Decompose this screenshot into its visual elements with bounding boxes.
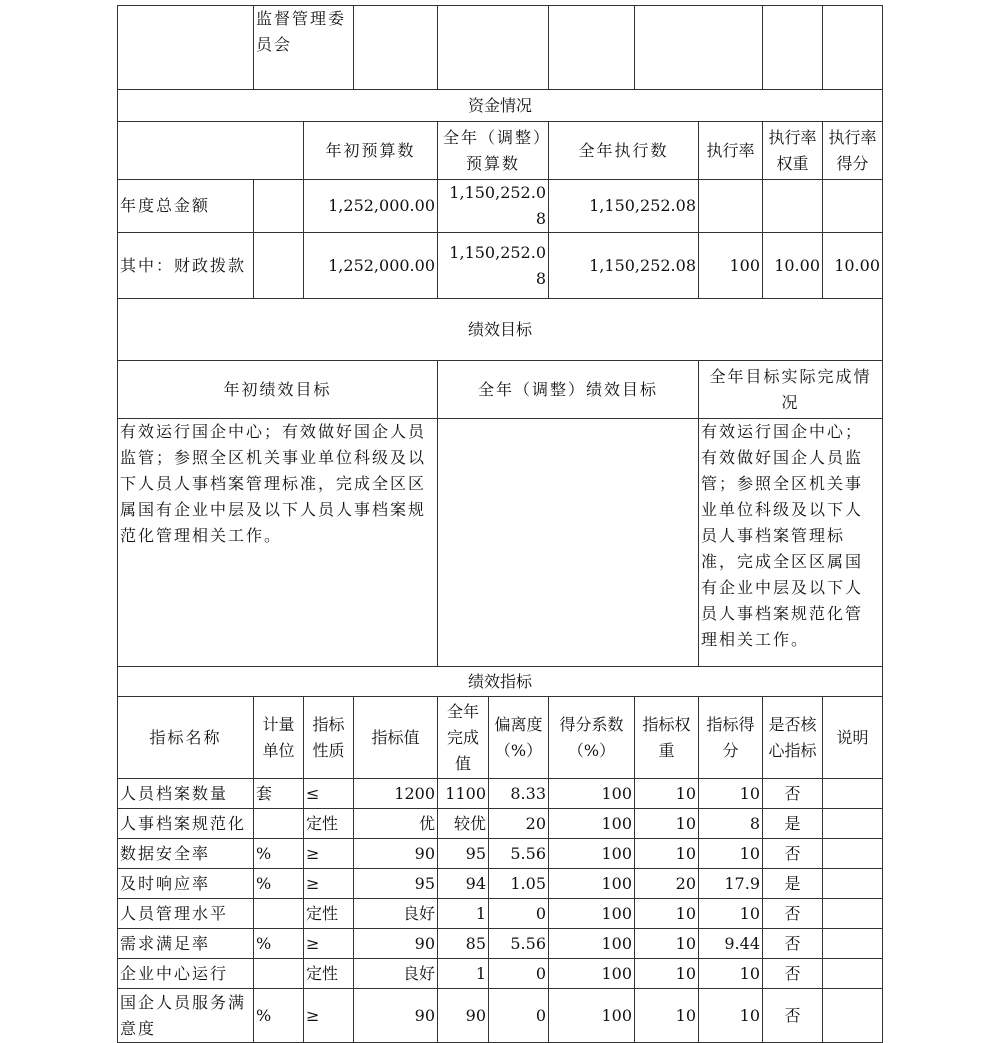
indicator-note <box>823 809 883 839</box>
indicator-unit: % <box>254 929 304 959</box>
rate-weight-value: 10.00 <box>763 233 823 299</box>
weight-header: 指标权重 <box>635 697 699 779</box>
initial-budget-value: 1,252,000.00 <box>304 180 438 233</box>
indicator-unit: % <box>254 839 304 869</box>
indicator-value: 90 <box>354 989 438 1043</box>
rate-score-value <box>823 180 883 233</box>
indicator-note <box>823 779 883 809</box>
initial-budget-value: 1,252,000.00 <box>304 233 438 299</box>
exec-rate-value: 100 <box>699 233 763 299</box>
indicator-coef: 100 <box>549 989 635 1043</box>
empty-cell <box>118 122 304 180</box>
indicator-completed: 94 <box>438 869 489 899</box>
indicator-core: 否 <box>763 989 823 1043</box>
empty-cell <box>254 233 304 299</box>
indicator-deviation: 1.05 <box>489 869 549 899</box>
indicator-name: 企业中心运行 <box>118 959 254 989</box>
executed-header: 全年执行数 <box>549 122 699 180</box>
indicator-completed: 较优 <box>438 809 489 839</box>
indicator-row <box>118 899 883 929</box>
adjusted-budget-header: 全年（调整）预算数 <box>438 122 549 180</box>
funds-row <box>118 180 883 233</box>
indicator-coef: 100 <box>549 929 635 959</box>
indicator-nature: ≥ <box>304 989 354 1043</box>
indicator-note <box>823 989 883 1043</box>
org-name: 监督管理委员会 <box>254 6 354 90</box>
indicator-name: 人员管理水平 <box>118 899 254 929</box>
indicator-coef: 100 <box>549 869 635 899</box>
indicator-deviation: 8.33 <box>489 779 549 809</box>
indicator-core: 否 <box>763 959 823 989</box>
indicator-coef: 100 <box>549 839 635 869</box>
indicator-deviation: 5.56 <box>489 839 549 869</box>
indicator-score: 10 <box>699 779 763 809</box>
indicator-nature: ≤ <box>304 779 354 809</box>
indicator-weight: 10 <box>635 779 699 809</box>
indicators-section-title: 绩效指标 <box>118 667 883 697</box>
indicator-unit: 套 <box>254 779 304 809</box>
indicator-name: 数据安全率 <box>118 839 254 869</box>
indicator-deviation: 20 <box>489 809 549 839</box>
empty-cell <box>254 180 304 233</box>
empty-cell <box>354 6 438 90</box>
indicator-completed: 1100 <box>438 779 489 809</box>
indicator-core: 否 <box>763 899 823 929</box>
indicator-coef: 100 <box>549 779 635 809</box>
indicator-weight: 10 <box>635 929 699 959</box>
score-header: 指标得分 <box>699 697 763 779</box>
indicator-nature: 定性 <box>304 809 354 839</box>
indicator-completed: 1 <box>438 959 489 989</box>
indicator-coef: 100 <box>549 809 635 839</box>
nature-header: 指标性质 <box>304 697 354 779</box>
empty-cell <box>438 6 549 90</box>
exec-rate-value <box>699 180 763 233</box>
indicator-weight: 10 <box>635 959 699 989</box>
indicators-header-row <box>118 697 883 779</box>
unit-header: 计量单位 <box>254 697 304 779</box>
indicator-deviation: 0 <box>489 989 549 1043</box>
core-header: 是否核心指标 <box>763 697 823 779</box>
indicator-unit: % <box>254 869 304 899</box>
initial-goal-header: 年初绩效目标 <box>118 361 438 419</box>
indicator-name: 国企人员服务满意度 <box>118 989 254 1043</box>
indicator-row <box>118 929 883 959</box>
indicator-score: 9.44 <box>699 929 763 959</box>
indicator-score: 8 <box>699 809 763 839</box>
indicator-row <box>118 779 883 809</box>
indicator-weight: 10 <box>635 989 699 1043</box>
executed-value: 1,150,252.08 <box>549 180 699 233</box>
indicator-score: 17.9 <box>699 869 763 899</box>
indicator-name: 需求满足率 <box>118 929 254 959</box>
funds-row <box>118 233 883 299</box>
indicator-note <box>823 959 883 989</box>
rate-weight-header: 执行率权重 <box>763 122 823 180</box>
goals-header-row <box>118 361 883 419</box>
performance-table <box>117 5 883 1043</box>
indicator-name-header: 指标名称 <box>118 697 254 779</box>
indicator-nature: ≥ <box>304 839 354 869</box>
indicator-value: 优 <box>354 809 438 839</box>
indicator-core: 否 <box>763 779 823 809</box>
indicator-name: 人员档案数量 <box>118 779 254 809</box>
actual-goal-header: 全年目标实际完成情况 <box>699 361 883 419</box>
exec-rate-header: 执行率 <box>699 122 763 180</box>
indicator-value: 90 <box>354 929 438 959</box>
indicator-note <box>823 869 883 899</box>
funds-header-row <box>118 122 883 180</box>
actual-goal-text: 有效运行国企中心；有效做好国企人员监管；参照全区机关事业单位科级及以下人员人事档案管理标准，完成全区区属国有企业中层及以下人员人事档案规范化管理相关工作。 <box>699 419 883 667</box>
indicator-value: 良好 <box>354 899 438 929</box>
indicator-score: 10 <box>699 899 763 929</box>
adjusted-budget-value: 1,150,252.08 <box>438 233 549 299</box>
indicator-row <box>118 839 883 869</box>
goals-content-row <box>118 419 883 667</box>
funds-row-label: 其中：财政拨款 <box>118 233 254 299</box>
deviation-header: 偏离度（%） <box>489 697 549 779</box>
indicator-row <box>118 989 883 1043</box>
goals-section-title: 绩效目标 <box>118 299 883 361</box>
indicator-value: 良好 <box>354 959 438 989</box>
indicator-unit: % <box>254 989 304 1043</box>
indicator-unit <box>254 899 304 929</box>
adjusted-goal-header: 全年（调整）绩效目标 <box>438 361 699 419</box>
empty-cell <box>549 6 635 90</box>
indicator-value: 1200 <box>354 779 438 809</box>
adjusted-budget-value: 1,150,252.08 <box>438 180 549 233</box>
indicator-nature: ≥ <box>304 929 354 959</box>
initial-budget-header: 年初预算数 <box>304 122 438 180</box>
indicator-weight: 10 <box>635 839 699 869</box>
indicator-weight: 20 <box>635 869 699 899</box>
indicator-completed: 1 <box>438 899 489 929</box>
indicator-core: 否 <box>763 929 823 959</box>
indicator-core: 是 <box>763 869 823 899</box>
indicator-core: 否 <box>763 839 823 869</box>
indicator-score: 10 <box>699 839 763 869</box>
funds-row-label: 年度总金额 <box>118 180 254 233</box>
indicator-row <box>118 809 883 839</box>
indicator-note <box>823 839 883 869</box>
value-header: 指标值 <box>354 697 438 779</box>
indicator-row <box>118 959 883 989</box>
indicator-weight: 10 <box>635 809 699 839</box>
indicator-nature: 定性 <box>304 959 354 989</box>
indicator-coef: 100 <box>549 959 635 989</box>
indicator-row <box>118 869 883 899</box>
indicator-nature: 定性 <box>304 899 354 929</box>
empty-cell <box>823 6 883 90</box>
indicator-coef: 100 <box>549 899 635 929</box>
empty-cell <box>635 6 763 90</box>
indicator-unit <box>254 959 304 989</box>
coef-header: 得分系数（%） <box>549 697 635 779</box>
executed-value: 1,150,252.08 <box>549 233 699 299</box>
indicator-name: 及时响应率 <box>118 869 254 899</box>
indicator-deviation: 0 <box>489 959 549 989</box>
indicator-nature: ≥ <box>304 869 354 899</box>
adjusted-goal-text <box>438 419 699 667</box>
indicator-note <box>823 929 883 959</box>
indicator-completed: 95 <box>438 839 489 869</box>
indicator-score: 10 <box>699 989 763 1043</box>
org-row <box>118 6 883 90</box>
rate-score-value: 10.00 <box>823 233 883 299</box>
indicator-note <box>823 899 883 929</box>
completed-header: 全年完成值 <box>438 697 489 779</box>
note-header: 说明 <box>823 697 883 779</box>
indicator-deviation: 0 <box>489 899 549 929</box>
indicator-score: 10 <box>699 959 763 989</box>
indicator-completed: 85 <box>438 929 489 959</box>
indicator-completed: 90 <box>438 989 489 1043</box>
indicator-core: 是 <box>763 809 823 839</box>
indicator-value: 95 <box>354 869 438 899</box>
rate-score-header: 执行率得分 <box>823 122 883 180</box>
rate-weight-value <box>763 180 823 233</box>
indicator-weight: 10 <box>635 899 699 929</box>
initial-goal-text: 有效运行国企中心；有效做好国企人员监管；参照全区机关事业单位科级及以下人员人事档案管理标准，完成全区区属国有企业中层及以下人员人事档案规范化管理相关工作。 <box>118 419 438 667</box>
indicator-deviation: 5.56 <box>489 929 549 959</box>
indicator-name: 人事档案规范化 <box>118 809 254 839</box>
funds-section-title: 资金情况 <box>118 90 883 122</box>
empty-cell <box>118 6 254 90</box>
indicator-value: 90 <box>354 839 438 869</box>
empty-cell <box>763 6 823 90</box>
indicator-unit <box>254 809 304 839</box>
